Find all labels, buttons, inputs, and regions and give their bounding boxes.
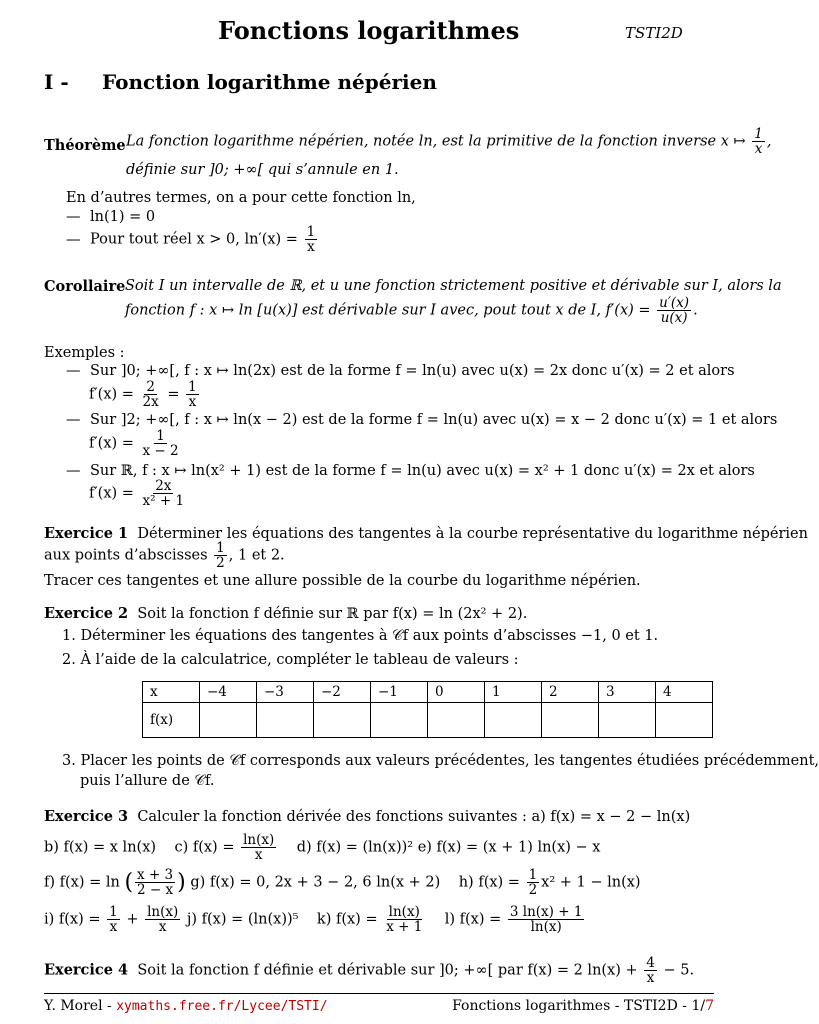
- table-cell: −4: [200, 682, 257, 703]
- exercise-3-row-fgh: f) f(x) = ln ( $\frac{x + 3}{2 - x}$ ) g) f(x) = 0, 2x + 3 − 2, 6 ln(x + 2) h) f(x) = $\frac{1}{2}$ x² + 1 − ln(x): [44, 867, 641, 899]
- table-cell-empty: [428, 703, 485, 738]
- exercise-2-q3-line2: puis l’allure de 𝒞f.: [80, 773, 215, 789]
- intro-item-1: — ln(1) = 0: [66, 209, 156, 225]
- example-3: — Sur ℝ, f : x ↦ ln(x² + 1) est de la forme f = ln(u) avec u(x) = x² + 1 donc u′(x) = 2x et alors: [66, 463, 755, 479]
- table-row: [143, 703, 713, 738]
- example-2-derivative: f′(x) = $\frac{1}{x - 2}$: [89, 428, 179, 460]
- exercise-4-label: Exercice 4: [44, 961, 129, 979]
- exercise-3-intro: Exercice 3 Calculer la fonction dérivée des fonctions suivantes : a) f(x) = x − 2 − ln(x): [44, 808, 691, 825]
- table-cell: 2: [542, 682, 599, 703]
- table-cell-empty: [314, 703, 371, 738]
- footer-right: Fonctions logarithmes - TSTI2D - 1/7: [452, 998, 714, 1014]
- example-1: — Sur ]0; +∞[, f : x ↦ ln(2x) est de la forme f = ln(u) avec u(x) = 2x donc u′(x) = 2 et alors: [66, 363, 735, 379]
- table-cell: 3: [599, 682, 656, 703]
- table-cell-empty: [200, 703, 257, 738]
- footer-divider: [44, 993, 714, 994]
- exercise-3-label: Exercice 3: [44, 808, 129, 825]
- exercise-3-row-ijkl: i) f(x) = $\frac{1}{x}$ + $\frac{\ln(x)}{x}$ j) f(x) = (ln(x))⁵ k) f(x) = $\frac{\ln(x)}{x + 1}$ l) f(x) = $\frac{3 \ln(x) + 1}{\ln(x)}$: [44, 904, 583, 936]
- footer-link[interactable]: xymaths.free.fr/Lycee/TSTI/: [116, 999, 328, 1014]
- exercise-4: Exercice 4 Soit la fonction f définie et dérivable sur ]0; +∞[ par f(x) = 2 ln(x) + $\frac{4}{x}$ − 5.: [44, 955, 695, 987]
- exercise-2-q3-line1: 3. Placer les points de 𝒞f corresponds aux valeurs précédentes, les tangentes étudiées précédemment,: [62, 753, 819, 769]
- table-cell: x: [143, 682, 200, 703]
- exercise-2-q2: 2. À l’aide de la calculatrice, compléter le tableau de valeurs :: [62, 652, 519, 668]
- page-title: Fonctions logarithmes: [218, 16, 520, 45]
- example-2: — Sur ]2; +∞[, f : x ↦ ln(x − 2) est de la forme f = ln(u) avec u(x) = x − 2 donc u′(x) = 1 et alors: [66, 412, 778, 428]
- footer-left: [44, 998, 328, 1014]
- table-cell: f(x): [143, 703, 200, 738]
- table-cell: 1: [485, 682, 542, 703]
- exercise-1-line3: Tracer ces tangentes et une allure possible de la courbe du logarithme népérien.: [44, 573, 641, 589]
- table-cell: 4: [656, 682, 713, 703]
- theorem-line2: définie sur ]0; +∞[ qui s’annule en 1.: [126, 162, 399, 178]
- example-3-derivative: f′(x) = $\frac{2x}{\text{x² + 1}}$: [89, 478, 185, 510]
- table-cell-empty: [656, 703, 713, 738]
- examples-label: Exemples :: [44, 345, 125, 361]
- table-cell: −1: [371, 682, 428, 703]
- section-title: Fonction logarithme népérien: [102, 70, 437, 94]
- footer-author: Y. Morel -: [44, 998, 112, 1014]
- table-cell-empty: [485, 703, 542, 738]
- exercise-2-q1: 1. Déterminer les équations des tangentes à 𝒞f aux points d’abscisses −1, 0 et 1.: [62, 628, 659, 644]
- table-cell-empty: [257, 703, 314, 738]
- theorem-fraction: $\frac{1}{x}$: [754, 126, 763, 158]
- exercise-1-label: Exercice 1: [44, 525, 129, 542]
- exercise-1-line1: Exercice 1 Déterminer les équations des tangentes à la courbe représentative du logarithme népérien: [44, 525, 808, 542]
- table-cell: 0: [428, 682, 485, 703]
- table-cell-empty: [371, 703, 428, 738]
- exercise-2-label: Exercice 2: [44, 605, 129, 622]
- exercise-1-line2: aux points d’abscisses $\frac{1}{2}$ , 1 et 2.: [44, 540, 285, 572]
- values-table: [142, 681, 713, 738]
- table-cell-empty: [542, 703, 599, 738]
- theorem-line1: La fonction logarithme népérien, notée ln, est la primitive de la fonction inverse x ↦ $\frac{1}{x}$ ,: [126, 126, 772, 158]
- table-cell-empty: [599, 703, 656, 738]
- footer-page-total[interactable]: 7: [705, 998, 714, 1014]
- intro-line: En d’autres termes, on a pour cette fonction ln,: [66, 190, 416, 206]
- section-number: I -: [44, 70, 69, 94]
- exercise-2-intro: Exercice 2 Soit la fonction f définie sur ℝ par f(x) = ln (2x² + 2).: [44, 605, 528, 622]
- table-cell: −3: [257, 682, 314, 703]
- corollary-label: Corollaire: [44, 278, 126, 295]
- example-1-derivative: f′(x) = $\frac{2}{2x}$ = $\frac{1}{x}$: [89, 379, 197, 411]
- intro-item-2: — Pour tout réel x > 0, ln′(x) = $\frac{1}{x}$: [66, 224, 316, 256]
- corollary-line2: fonction f : x ↦ ln [u(x)] est dérivable sur I avec, pout tout x de I, f′(x) = $\frac{u'(x)}{u(x)}$ .: [125, 295, 698, 327]
- exercise-3-row-bcde: b) f(x) = x ln(x) c) f(x) = $\frac{\ln(x)}{x}$ d) f(x) = (ln(x))² e) f(x) = (x + 1) ln(x) − x: [44, 832, 601, 864]
- theorem-label: Théorème: [44, 137, 126, 154]
- class-tag: TSTI2D: [625, 24, 683, 42]
- corollary-line1: Soit I un intervalle de ℝ, et u une fonction strictement positive et dérivable sur I, alors la: [125, 278, 782, 294]
- table-cell: −2: [314, 682, 371, 703]
- table-row: [143, 682, 713, 703]
